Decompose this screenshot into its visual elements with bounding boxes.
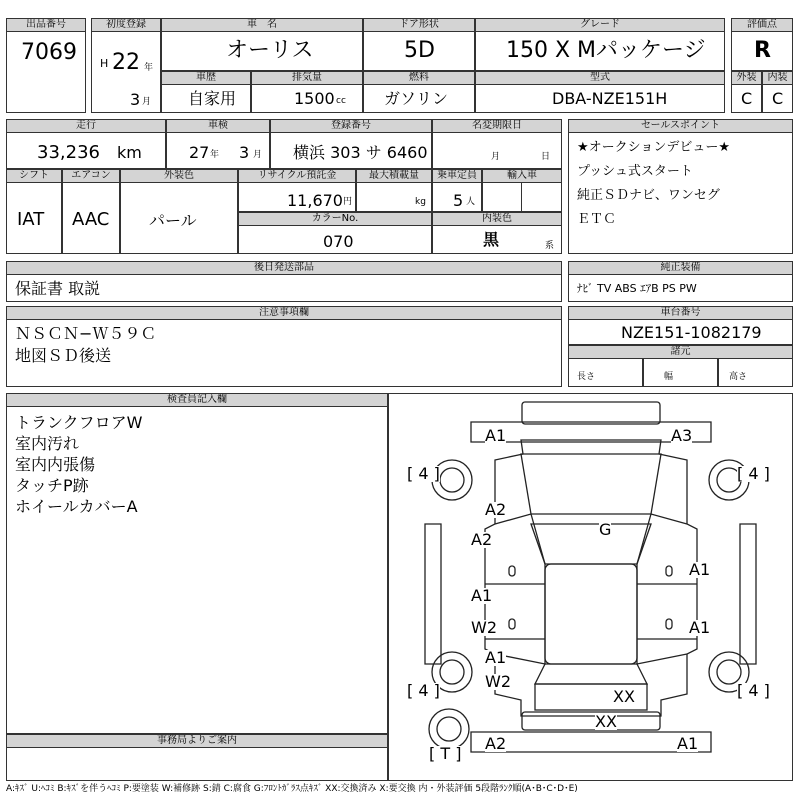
left-profile-shape bbox=[425, 524, 441, 664]
fuel: ガソリン bbox=[384, 89, 449, 108]
era: H bbox=[100, 57, 109, 70]
mark-a1-rear-l: A1 bbox=[485, 648, 507, 667]
import-divider bbox=[521, 183, 522, 211]
equipment-label: 純正装備 bbox=[568, 261, 793, 275]
equipment: ﾅﾋﾞ TV ABS ｴｱB PS PW bbox=[577, 282, 697, 295]
load-cell bbox=[356, 182, 432, 212]
mileage-label: 走行 bbox=[6, 119, 166, 133]
later-label: 後日発送部品 bbox=[6, 261, 562, 275]
history-label: 車歴 bbox=[161, 71, 251, 85]
mileage-cell bbox=[6, 132, 166, 169]
chassis-cell bbox=[568, 319, 793, 345]
grade-label: グレード bbox=[475, 18, 725, 32]
hood-shape bbox=[521, 454, 661, 514]
car-body-shape bbox=[485, 440, 697, 716]
import-cell bbox=[482, 182, 562, 212]
chassis-no: NZE151-1082179 bbox=[621, 323, 762, 342]
color-no: 070 bbox=[323, 232, 354, 251]
height-label: 高さ bbox=[729, 372, 748, 382]
inspector-line: 室内内張傷 bbox=[15, 455, 96, 474]
displacement-cell bbox=[251, 84, 363, 113]
notes-cell bbox=[6, 319, 562, 387]
int-color-label: 内装色 bbox=[432, 212, 562, 226]
int-grade-cell bbox=[762, 84, 793, 113]
ext-grade: C bbox=[741, 89, 753, 108]
inspector-line: 室内汚れ bbox=[15, 434, 80, 453]
inspection-label: 車検 bbox=[166, 119, 270, 133]
mark-g-glass: G bbox=[599, 520, 612, 539]
door-cell bbox=[363, 31, 475, 71]
sales-point: 純正ＳＤナビ、ワンセグ bbox=[577, 188, 720, 203]
chassis-label: 車台番号 bbox=[568, 306, 793, 320]
office-label: 事務局よりご案内 bbox=[6, 734, 388, 748]
transfer-day-unit: 日 bbox=[541, 152, 551, 162]
front-bumper-shape bbox=[522, 402, 660, 424]
int-label: 内装 bbox=[762, 71, 793, 85]
year-unit: 年 bbox=[144, 63, 154, 73]
first-reg-label: 初度登録 bbox=[91, 18, 161, 32]
recycle-unit: 円 bbox=[343, 197, 353, 207]
later-parts: 保証書 取説 bbox=[15, 279, 101, 298]
int-color-cell bbox=[432, 225, 562, 254]
lot-no-label: 出品番号 bbox=[6, 18, 86, 32]
length-cell bbox=[568, 358, 643, 387]
door-label: ドア形状 bbox=[363, 18, 475, 32]
insp-month: 3 bbox=[239, 143, 250, 162]
car-name: オーリス bbox=[226, 38, 314, 63]
note-line: 地図ＳＤ後送 bbox=[15, 346, 112, 365]
shift-cell bbox=[6, 182, 62, 254]
mark-tire-rr: [ 4 ] bbox=[737, 681, 770, 700]
plate-label: 登録番号 bbox=[270, 119, 432, 133]
right-profile-shape bbox=[740, 524, 756, 664]
history: 自家用 bbox=[188, 89, 237, 108]
dimensions-label: 諸元 bbox=[568, 345, 793, 359]
fuel-label: 燃料 bbox=[363, 71, 475, 85]
mark-a1-bottom: A1 bbox=[677, 734, 699, 753]
score-label: 評価点 bbox=[731, 18, 793, 32]
capacity: 5 bbox=[453, 191, 464, 210]
color-no-label: カラーNo. bbox=[238, 212, 432, 226]
right-side-shape bbox=[637, 514, 687, 664]
left-side-shape bbox=[495, 514, 545, 664]
inspection-cell bbox=[166, 132, 270, 169]
car-name-label: 車 名 bbox=[161, 18, 363, 32]
reg-month: 3 bbox=[130, 90, 141, 109]
insp-month-unit: 月 bbox=[253, 150, 263, 160]
int-color: 黒 bbox=[483, 230, 500, 249]
ac-label: エアコン bbox=[62, 169, 120, 183]
import-label: 輸入車 bbox=[482, 169, 562, 183]
inspector-cell bbox=[6, 406, 388, 734]
sales-point: ★オークションデビュー★ bbox=[577, 140, 731, 155]
capacity-unit: 人 bbox=[466, 197, 476, 207]
model-cell bbox=[475, 84, 725, 113]
car-outline-svg bbox=[389, 394, 792, 780]
roof-shape bbox=[545, 564, 637, 664]
score-cell bbox=[731, 31, 793, 71]
notes-label: 注意事項欄 bbox=[6, 306, 562, 320]
model: DBA-NZE151H bbox=[552, 89, 668, 108]
sales-label: セールスポイント bbox=[568, 119, 793, 133]
displacement: 1500 bbox=[294, 89, 335, 108]
load-unit: kg bbox=[415, 197, 426, 207]
later-cell bbox=[6, 274, 562, 302]
windshield-shape bbox=[531, 520, 651, 564]
ac: AAC bbox=[72, 209, 110, 230]
plate-cell bbox=[270, 132, 432, 169]
model-label: 型式 bbox=[475, 71, 725, 85]
inspector-line: ホイールカバーA bbox=[15, 497, 138, 516]
color-cell bbox=[120, 182, 238, 254]
mark-xx-bumper: XX bbox=[595, 712, 617, 731]
car-name-cell bbox=[161, 31, 363, 71]
recycle: 11,670 bbox=[287, 191, 343, 210]
office-cell bbox=[6, 747, 388, 781]
mileage-unit: km bbox=[117, 143, 142, 162]
transfer-label: 名変期限日 bbox=[432, 119, 562, 133]
equipment-cell bbox=[568, 274, 793, 302]
sales-point: プッシュ式スタート bbox=[577, 164, 693, 179]
mark-a2-hood: A2 bbox=[485, 500, 507, 519]
mark-w2-door-l: W2 bbox=[471, 618, 497, 637]
inspector-line: トランクフロアW bbox=[15, 413, 143, 432]
width-cell bbox=[643, 358, 718, 387]
recycle-cell bbox=[238, 182, 356, 212]
reg-year: 22 bbox=[112, 50, 140, 75]
legend: A:ｷｽﾞ U:ﾍｺﾐ B:ｷｽﾞを伴うﾍｺﾐ P:要塗装 W:補修跡 S:錆 C:腐食 G:ﾌﾛﾝﾄｶﾞﾗｽ点ｷｽﾞ XX:交換済み X:要交換 内・外装評価 5段階ﾗﾝｸ順(A･B･C･D･E) bbox=[6, 784, 578, 794]
mark-a1-door-r2: A1 bbox=[689, 618, 711, 637]
sales-cell bbox=[568, 132, 793, 254]
month-unit: 月 bbox=[142, 97, 152, 107]
grade-cell bbox=[475, 31, 725, 71]
mark-a2-fender: A2 bbox=[471, 530, 493, 549]
sales-point: ＥＴＣ bbox=[577, 212, 617, 227]
insp-year: 27 bbox=[189, 143, 210, 162]
lot-no: 7069 bbox=[21, 40, 77, 65]
color-label: 外装色 bbox=[120, 169, 238, 183]
transfer-cell bbox=[432, 132, 562, 169]
mark-xx-trunk: XX bbox=[613, 687, 635, 706]
capacity-label: 乗車定員 bbox=[432, 169, 482, 183]
height-cell bbox=[718, 358, 793, 387]
mark-a2-bottom: A2 bbox=[485, 734, 507, 753]
transfer-month-unit: 月 bbox=[491, 152, 501, 162]
mark-tire-fr: [ 4 ] bbox=[737, 464, 770, 483]
rear-window-shape bbox=[535, 664, 647, 684]
rear-bumper-shape bbox=[471, 732, 711, 752]
int-grade: C bbox=[772, 89, 784, 108]
ac-cell bbox=[62, 182, 120, 254]
mileage: 33,236 bbox=[37, 142, 100, 163]
mark-a1-door-r: A1 bbox=[689, 560, 711, 579]
spare-tire-shape bbox=[429, 709, 469, 749]
plate: 横浜 303 サ 6460 bbox=[293, 143, 428, 162]
score: R bbox=[754, 38, 771, 63]
inspector-line: タッチP跡 bbox=[15, 476, 89, 495]
int-color-unit: 系 bbox=[545, 241, 555, 251]
history-cell bbox=[161, 84, 251, 113]
fuel-cell bbox=[363, 84, 475, 113]
mark-tire-rl: [ 4 ] bbox=[407, 681, 440, 700]
width-label: 幅 bbox=[664, 372, 674, 382]
length-label: 長さ bbox=[577, 372, 596, 382]
insp-year-unit: 年 bbox=[210, 150, 220, 160]
recycle-label: リサイクル預託金 bbox=[238, 169, 356, 183]
mark-tire-fl: [ 4 ] bbox=[407, 464, 440, 483]
grade: 150 X Mパッケージ bbox=[506, 38, 706, 63]
first-reg-cell bbox=[91, 31, 161, 113]
color: パール bbox=[149, 211, 197, 230]
note-line: ＮＳＣＮ−Ｗ５９Ｃ bbox=[15, 324, 157, 343]
inspector-label: 検査員記入欄 bbox=[6, 393, 388, 407]
mark-a1-top: A1 bbox=[485, 426, 507, 445]
door: 5D bbox=[404, 38, 435, 63]
shift: IAT bbox=[17, 209, 45, 230]
lot-no-cell bbox=[6, 31, 86, 113]
capacity-cell bbox=[432, 182, 482, 212]
mark-w2-rear-l: W2 bbox=[485, 672, 511, 691]
car-diagram bbox=[388, 393, 793, 781]
shift-label: シフト bbox=[6, 169, 62, 183]
displacement-label: 排気量 bbox=[251, 71, 363, 85]
ext-grade-cell bbox=[731, 84, 762, 113]
load-label: 最大積載量 bbox=[356, 169, 432, 183]
mark-a3-top: A3 bbox=[671, 426, 693, 445]
mark-a1-door-l: A1 bbox=[471, 586, 493, 605]
displacement-unit: cc bbox=[336, 96, 346, 106]
mark-spare: [ T ] bbox=[429, 744, 462, 763]
ext-label: 外装 bbox=[731, 71, 762, 85]
color-no-cell bbox=[238, 225, 432, 254]
